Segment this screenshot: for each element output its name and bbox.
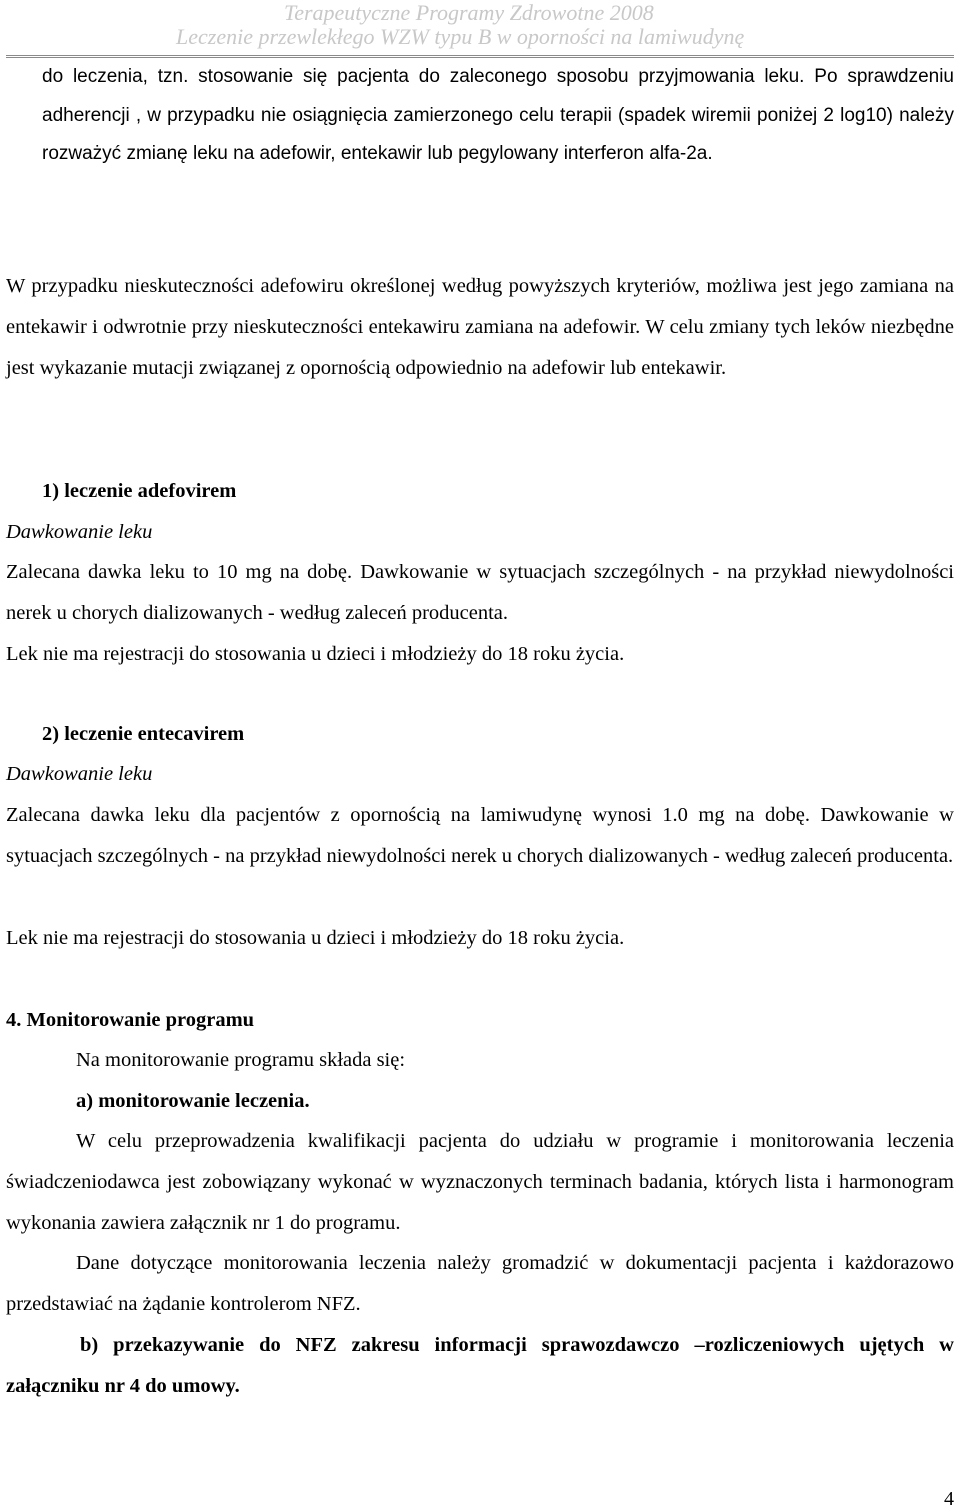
header-program-title: Terapeutyczne Programy Zdrowotne 2008 bbox=[284, 0, 654, 25]
paragraph-adherence: do leczenia, tzn. stosowanie się pacjenta do zaleconego sposobu przyjmowania leku. Po sprawdzeniu adherencji , w przypadku nie osiągnięcia zamierzonego celu terapii (spadek wiremii poniżej 2 log10) należy rozważyć zmianę leku na adefowir, entekawir lub pegylowany interferon alfa-2a. bbox=[42, 66, 954, 164]
section-4a-paragraph-qualification: W celu przeprowadzenia kwalifikacji pacjenta do udziału w programie i monitorowania leczenia świadczeniodawca jest zobowiązany wykonać w wyznaczonych terminach badania, których lista i harmonogram wykonania zawiera załącznik nr 1 do programu. bbox=[6, 1130, 954, 1234]
section-2-registration: Lek nie ma rejestracji do stosowania u dzieci i młodzieży do 18 roku życia. bbox=[6, 927, 625, 949]
section-1-heading: 1) leczenie adefovirem bbox=[42, 480, 237, 502]
section-1-dosage: Zalecana dawka leku to 10 mg na dobę. Dawkowanie w sytuacjach szczególnych - na przykład niewydolności nerek u chorych dializowanych - według zaleceń producenta. bbox=[6, 561, 954, 624]
section-2-dosage: Zalecana dawka leku dla pacjentów z opornością na lamiwudynę wynosi 1.0 mg na dobę. Dawkowanie w sytuacjach szczególnych - na przykład niewydolności nerek u chorych dializowanych - według zaleceń producenta. bbox=[6, 804, 954, 867]
header-program-subtitle: Leczenie przewlekłego WZW typu B w oporności na lamiwudynę bbox=[176, 24, 745, 49]
section-4-intro: Na monitorowanie programu składa się: bbox=[76, 1049, 406, 1071]
section-2-subheading: Dawkowanie leku bbox=[6, 763, 153, 785]
section-1-subheading: Dawkowanie leku bbox=[6, 521, 153, 543]
section-4a-paragraph-documentation: Dane dotyczące monitorowania leczenia należy gromadzić w dokumentacji pacjenta i każdorazowo przedstawiać na żądanie kontrolerom NFZ. bbox=[6, 1252, 954, 1315]
section-4-heading: 4. Monitorowanie programu bbox=[6, 1009, 255, 1031]
paragraph-adefovir-failure: W przypadku nieskuteczności adefowiru określonej według powyższych kryteriów, możliwa jest jego zamiana na entekawir i odwrotnie przy nieskuteczności entekawiru zamiana na adefowir. W celu zmiany tych leków niezbędne jest wykazanie mutacji związanej z opornością odpowiednio na adefowir lub entekawir. bbox=[6, 275, 954, 379]
section-4a-heading: a) monitorowanie leczenia. bbox=[76, 1090, 310, 1112]
section-1-registration: Lek nie ma rejestracji do stosowania u dzieci i młodzieży do 18 roku życia. bbox=[6, 643, 625, 665]
running-header bbox=[0, 0, 960, 60]
section-2-heading: 2) leczenie entecavirem bbox=[42, 723, 245, 745]
section-4b-heading: b) przekazywanie do NFZ zakresu informacji sprawozdawczo –rozliczeniowych ujętych w załączniku nr 4 do umowy. bbox=[6, 1334, 954, 1397]
page-number: 4 bbox=[944, 1488, 954, 1510]
